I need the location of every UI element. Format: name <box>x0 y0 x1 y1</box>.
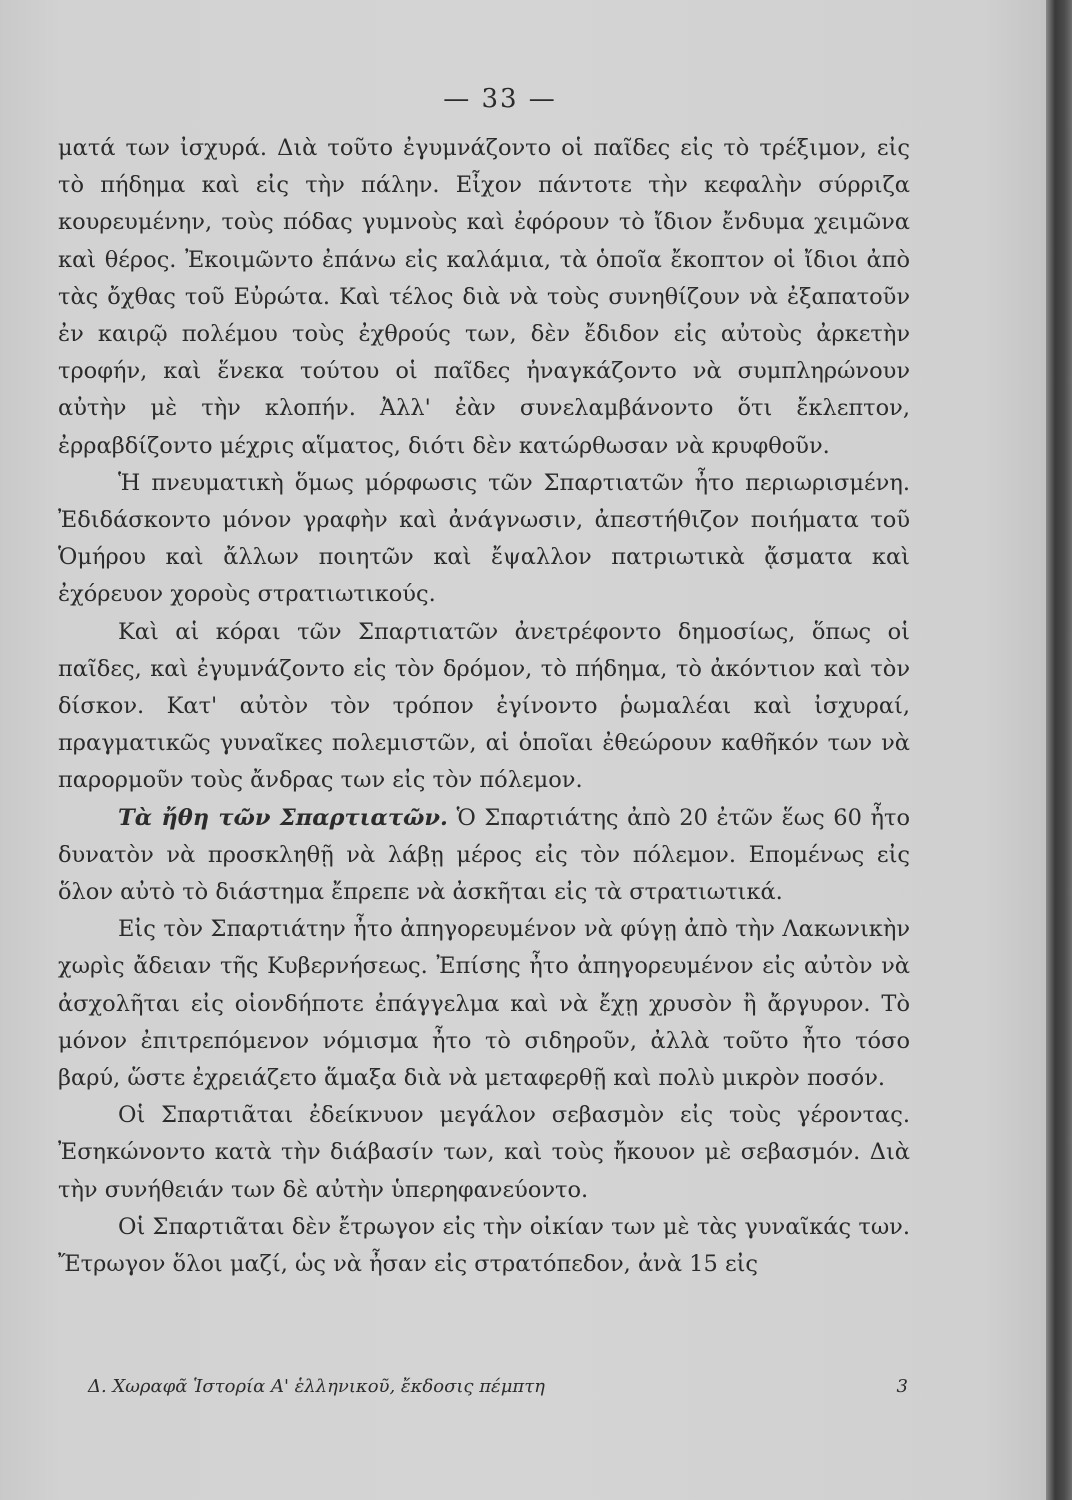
footer-text: Δ. Χωραφᾶ Ἱστορία Α' ἑλληνικοῦ, ἔκδοσις πέμπτη <box>88 1376 545 1397</box>
paragraph-4 <box>58 800 910 912</box>
paragraph-3: Καὶ αἱ κόραι τῶν Σπαρτιατῶν ἀνετρέφοντο δημοσίως, ὅπως οἱ παῖδες, καὶ ἐγυμνάζοντο εἰς τὸν δρόμον, τὸ πήδημα, τὸ ἀκόντιον καὶ τὸν δίσκον. Κατ' αὐτὸν τὸν τρόπον ἐγίνοντο ῥωμαλέαι καὶ ἰσχυραί, πραγματικῶς γυναῖκες πολεμιστῶν, αἱ ὁποῖαι ἐθεώρουν καθῆκόν των νὰ παρορμοῦν τοὺς ἄνδρας των εἰς τὸν πόλεμον. <box>58 618 910 794</box>
paragraph-1: ματά των ἰσχυρά. Διὰ τοῦτο ἐγυμνάζοντο οἱ παῖδες εἰς τὸ τρέξιμον, εἰς τὸ πήδημα καὶ εἰς τὴν πάλην. Εἶχον πάντοτε τὴν κεφαλὴν σύρριζα κουρευμένην, τοὺς πόδας γυμνοὺς καὶ ἐφόρουν τὸ ἴδιον ἔνδυμα χειμῶνα καὶ θέρος. Ἐκοιμῶντο ἐπάνω εἰς καλάμια, τὰ ὁποῖα ἔκοπτον οἱ ἴδιοι ἀπὸ τὰς ὄχθας τοῦ Εὐρώτα. Καὶ τέλος διὰ νὰ τοὺς συνηθίζουν νὰ ἐξαπατοῦν ἐν καιρῷ πολέμου τοὺς ἐχθρούς των, δὲν ἔδιδον εἰς αὐτοὺς ἀρκετὴν τροφήν, καὶ ἕνεκα τούτου οἱ παῖδες ἠναγκάζοντο νὰ συμπληρώνουν αὐτὴν μὲ τὴν κλοπήν. Ἀλλ' ἐὰν συνελαμβάνοντο ὅτι ἔκλεπτον, ἐρραβδίζοντο μέχρις αἵματος, διότι δὲν κατώρθωσαν νὰ κρυφθοῦν. <box>58 135 910 459</box>
paragraph-4-text: Ὁ Σπαρτιάτης ἀπὸ 20 ἐτῶν ἕως 60 ἦτο δυνατὸν νὰ προσκληθῇ νὰ λάβῃ μέρος εἰς τὸν πόλεμον. Επομένως εἰς ὅλον αὐτὸ τὸ διάστημα ἔπρεπε νὰ ἀσκῆται εἰς τὰ στρατιωτικά. <box>58 804 911 906</box>
signature-mark: 3 <box>896 1376 908 1397</box>
paragraph-5: Εἰς τὸν Σπαρτιάτην ἦτο ἀπηγορευμένον νὰ φύγῃ ἀπὸ τὴν Λακωνικὴν χωρὶς ἄδειαν τῆς Κυβερνήσεως. Ἐπίσης ἦτο ἀπηγορευμένον εἰς αὐτὸν νὰ ἀσχολῆται εἰς οἱονδήποτε ἐπάγγελμα καὶ νὰ ἔχῃ χρυσὸν ἢ ἄργυρον. Τὸ μόνον ἐπιτρεπόμενον νόμισμα ἦτο τὸ σιδηροῦν, ἀλλὰ τοῦτο ἦτο τόσο βαρύ, ὥστε ἐχρειάζετο ἅμαξα διὰ νὰ μεταφερθῇ καὶ πολὺ μικρὸν ποσόν. <box>58 916 910 1092</box>
footer <box>88 1376 908 1397</box>
section-heading: Τὰ ἤθη τῶν Σπαρτιατῶν. <box>118 804 448 831</box>
body-text <box>58 130 910 1283</box>
page-number: — 33 — <box>443 84 557 114</box>
paragraph-7: Οἱ Σπαρτιᾶται δὲν ἔτρωγον εἰς τὴν οἰκίαν των μὲ τὰς γυναῖκάς των. Ἔτρωγον ὅλοι μαζί, ὡς νὰ ἦσαν εἰς στρατόπεδον, ἀνὰ 15 εἰς <box>58 1213 910 1278</box>
paragraph-2: Ἡ πνευματικὴ ὅμως μόρφωσις τῶν Σπαρτιατῶν ἦτο περιωρισμένη. Ἐδιδάσκοντο μόνον γραφὴν καὶ ἀνάγνωσιν, ἀπεστήθιζον ποιήματα τοῦ Ὁμήρου καὶ ἄλλων ποιητῶν καὶ ἔψαλλον πατριωτικὰ ᾄσματα καὶ ἐχόρευον χοροὺς στρατιωτικούς. <box>58 469 910 608</box>
paragraph-6: Οἱ Σπαρτιᾶται ἐδείκνυον μεγάλον σεβασμὸν εἰς τοὺς γέροντας. Ἐσηκώνοντο κατὰ τὴν διάβασίν των, καὶ τοὺς ἤκουον μὲ σεβασμόν. Διὰ τὴν συνήθειάν των δὲ αὐτὴν ὑπερηφανεύοντο. <box>58 1102 910 1203</box>
book-binding <box>1046 0 1072 1500</box>
